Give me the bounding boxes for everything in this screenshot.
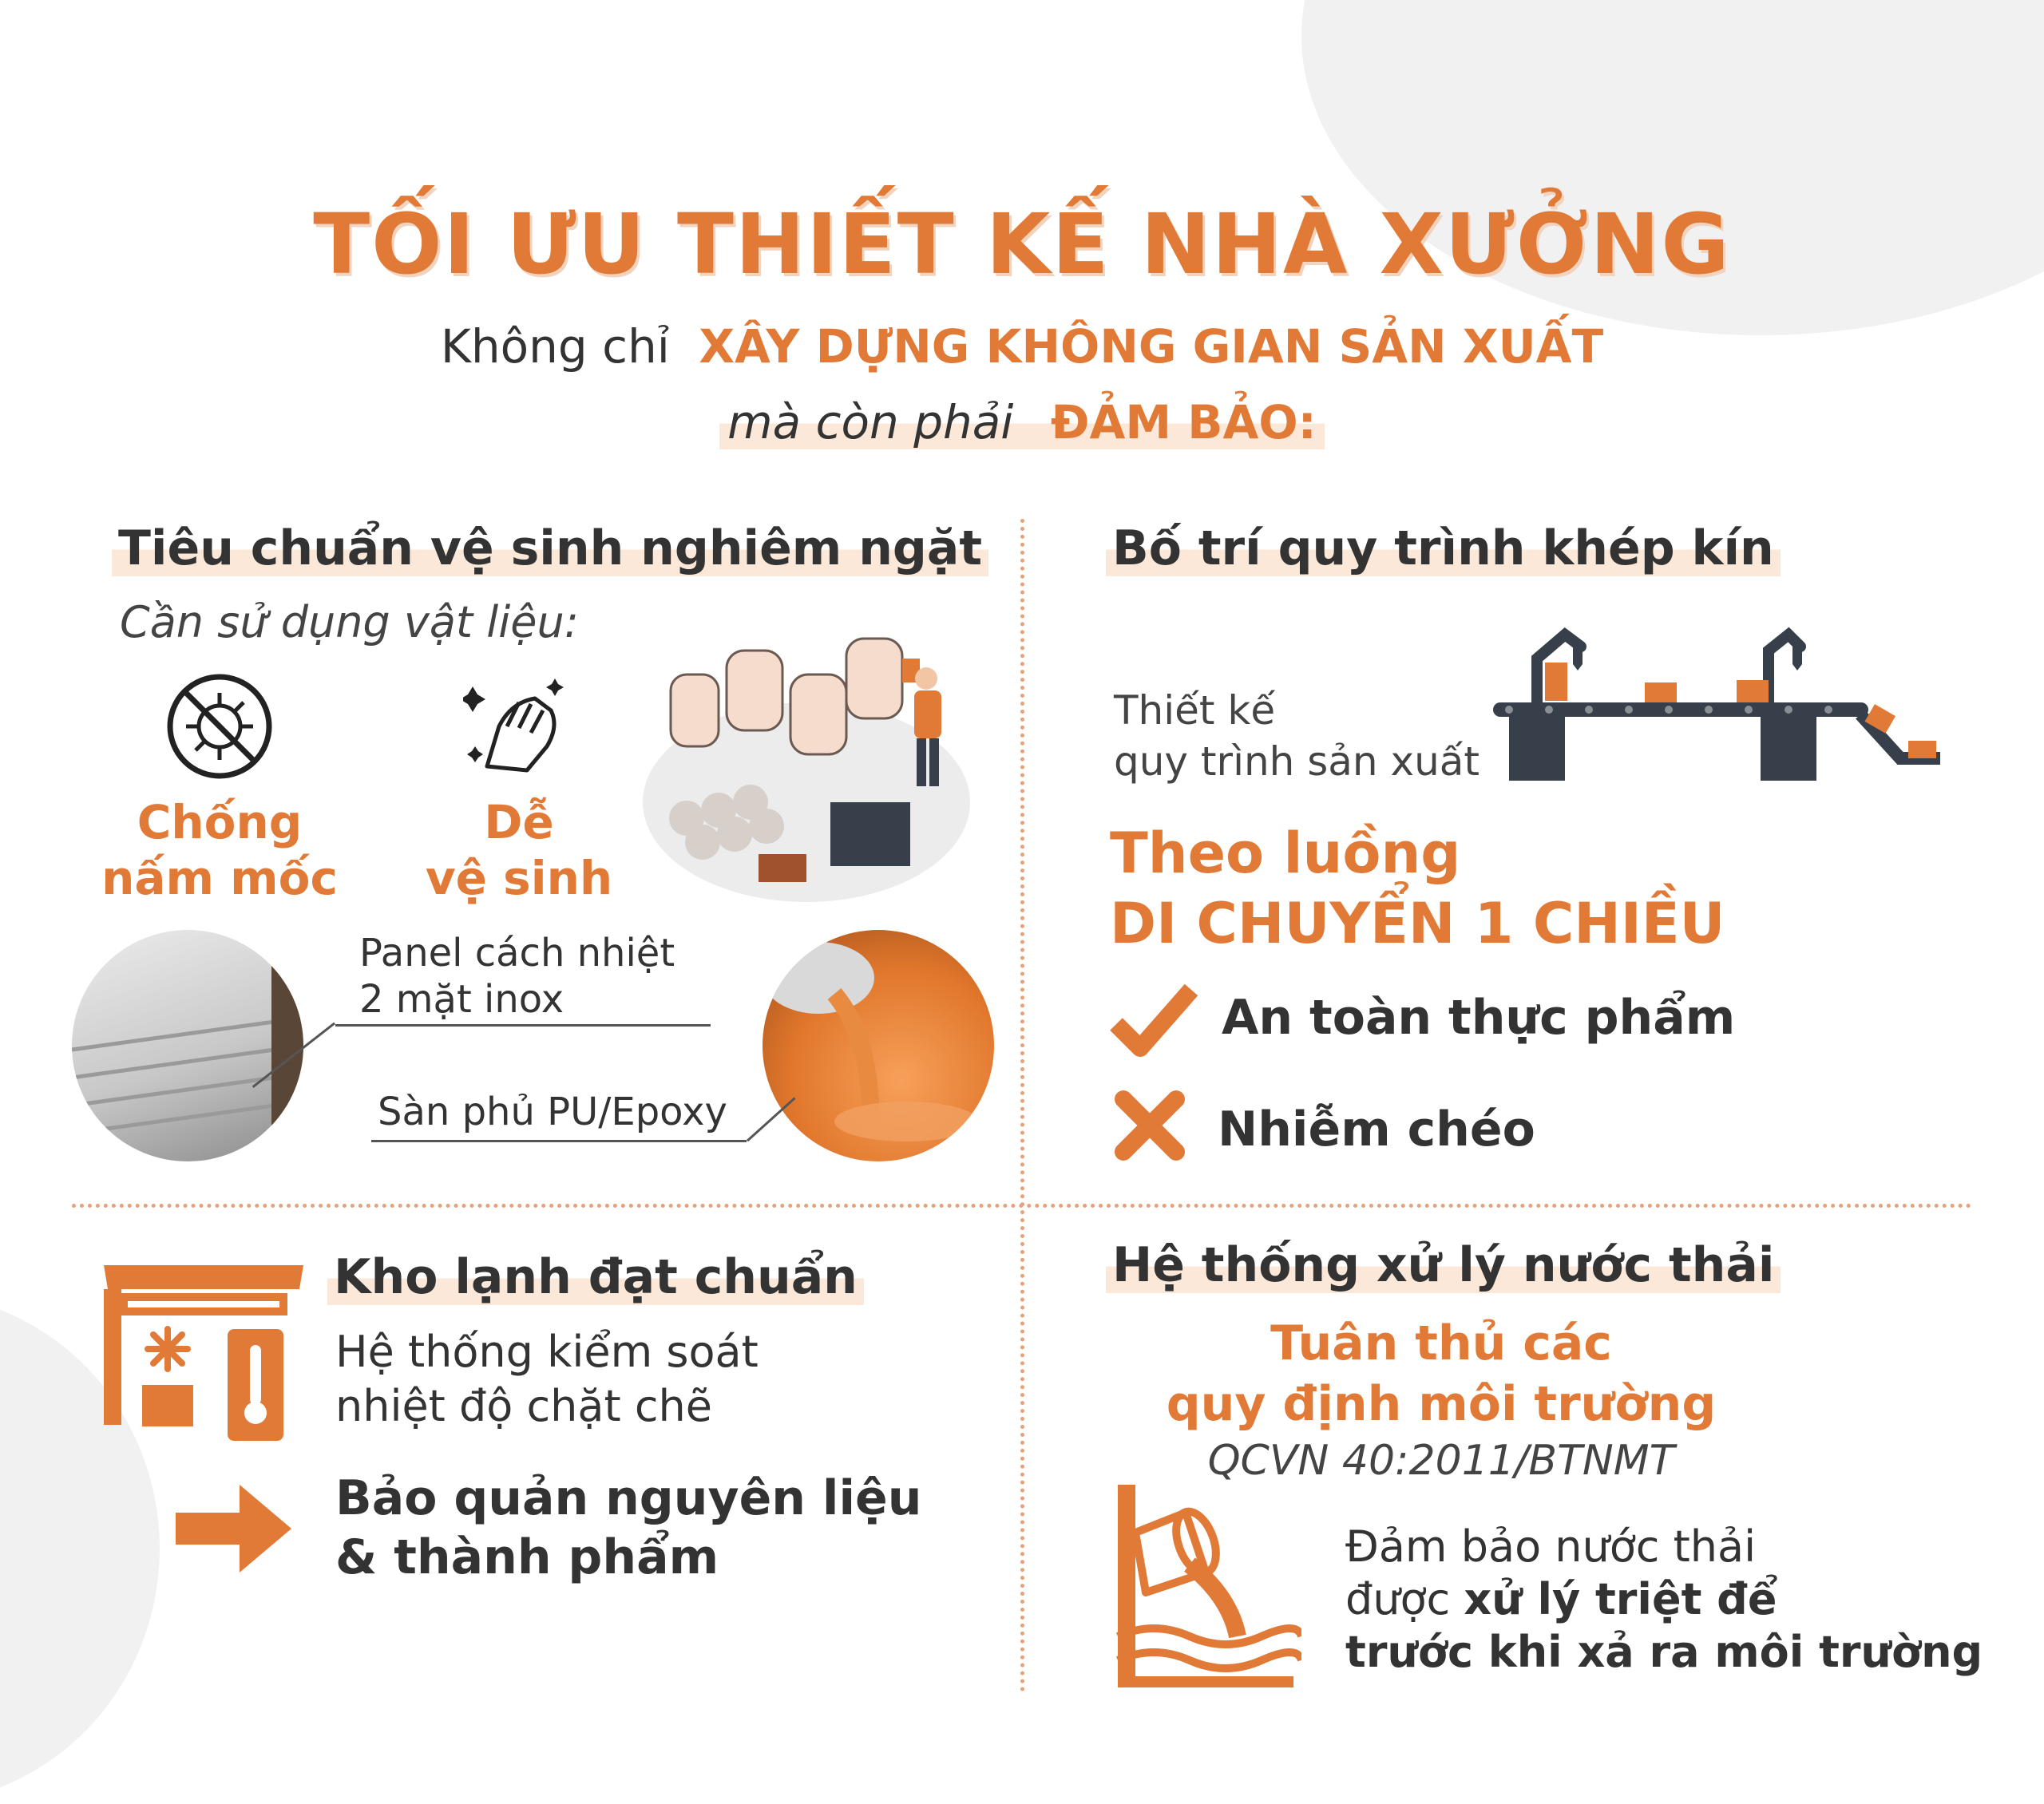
cold-storage-section [0, 1213, 1014, 1706]
panel-leader-line [335, 1024, 711, 1027]
material-panel-label [359, 930, 675, 1023]
wastewater-guarantee-line1: Đảm bảo nước thải [1345, 1521, 1757, 1572]
process-flow-text [1110, 818, 1725, 959]
epoxy-floor-photo [763, 930, 994, 1161]
cold-storage-heading: Kho lạnh đạt chuẩn [327, 1249, 864, 1305]
benefit-food-safety: An toàn thực phẩm [1222, 990, 1736, 1046]
epoxy-leader-line [371, 1140, 747, 1142]
hygiene-heading: Tiêu chuẩn vệ sinh nghiêm ngặt [112, 520, 988, 576]
wastewater-heading: Hệ thống xử lý nước thải [1106, 1237, 1781, 1293]
subtitle-line-2-highlight: ĐẢM BẢO: [1050, 395, 1317, 449]
check-icon [1110, 980, 1198, 1060]
cold-storage-desc [335, 1325, 759, 1434]
process-design-line2: quy trình sản xuất [1114, 738, 1480, 785]
wastewater-pipe-icon [1110, 1477, 1301, 1692]
subtitle-highlight: XÂY DỰNG KHÔNG GIAN SẢN XUẤT [699, 319, 1604, 374]
cold-storage-result-line1: Bảo quản nguyên liệu [335, 1470, 922, 1526]
hygiene-section [0, 0, 1014, 1197]
wastewater-guarantee-line3: trước khi xả ra môi trường [1345, 1627, 1983, 1677]
cold-storage-result-line2: & thành phẩm [335, 1529, 719, 1585]
material-panel-line2: 2 mặt inox [359, 977, 564, 1022]
wastewater-comply-line1: Tuân thủ các [1270, 1315, 1612, 1371]
process-heading: Bố trí quy trình khép kín [1106, 520, 1781, 576]
feature-anti-mold [80, 794, 359, 906]
conveyor-belt-illustration [1485, 615, 1948, 790]
insulated-panel-photo [72, 930, 303, 1161]
hygiene-heading-wrap [112, 520, 988, 576]
cold-storage-desc-line1: Hệ thống kiểm soát [335, 1327, 759, 1377]
subtitle-line-2-prefix: mà còn phải [727, 395, 1014, 449]
no-virus-icon [164, 671, 275, 782]
material-panel-line1: Panel cách nhiệt [359, 931, 675, 975]
cold-storage-heading-wrap [327, 1249, 864, 1305]
horizontal-divider [72, 1204, 1972, 1208]
cross-icon [1114, 1090, 1186, 1161]
wastewater-guarantee-line2 [1345, 1573, 1983, 1626]
wastewater-guarantee [1345, 1521, 1983, 1679]
feature-anti-mold-line1: Chống [137, 795, 303, 849]
page-title: TỐI ƯU THIẾT KẾ NHÀ XƯỞNG [313, 196, 1731, 293]
wastewater-guarantee-line2-plain: được [1345, 1574, 1451, 1624]
cold-storage-icon [96, 1253, 311, 1461]
wastewater-heading-wrap [1106, 1237, 1781, 1293]
subtitle-prefix: Không chỉ [440, 319, 670, 374]
wastewater-comply-line2: quy định môi trường [1166, 1376, 1717, 1432]
wastewater-section [1030, 1213, 2044, 1706]
arrow-right-icon [176, 1481, 295, 1577]
process-design-line1: Thiết kế [1114, 687, 1276, 734]
wiping-hand-icon [463, 671, 575, 782]
material-epoxy-label: Sàn phủ PU/Epoxy [378, 1090, 727, 1134]
brewery-factory-illustration [639, 603, 974, 906]
cold-storage-desc-line2: nhiệt độ chặt chẽ [335, 1381, 712, 1431]
feature-anti-mold-line2: nấm mốc [101, 851, 338, 905]
feature-easy-clean-line2: vệ sinh [425, 851, 613, 905]
wastewater-guarantee-line2-bold: xử lý triệt để [1464, 1574, 1777, 1624]
vertical-divider [1020, 519, 1024, 1692]
wastewater-comply [1030, 1313, 1852, 1434]
hygiene-intro: Cần sử dụng vật liệu: [120, 597, 579, 647]
feature-easy-clean [379, 794, 659, 906]
risk-cross-contamination: Nhiễm chéo [1218, 1102, 1535, 1157]
process-design-text [1114, 685, 1480, 787]
process-flow-line1: Theo luồng [1110, 821, 1461, 886]
wastewater-standard: QCVN 40:2011/BTNMT [1207, 1437, 1675, 1485]
cold-storage-result [335, 1469, 921, 1587]
feature-easy-clean-line1: Dễ [484, 795, 554, 849]
process-section [1030, 0, 2044, 1197]
process-flow-line2: DI CHUYỂN 1 CHIỀU [1110, 891, 1725, 956]
process-heading-wrap [1106, 520, 1781, 576]
